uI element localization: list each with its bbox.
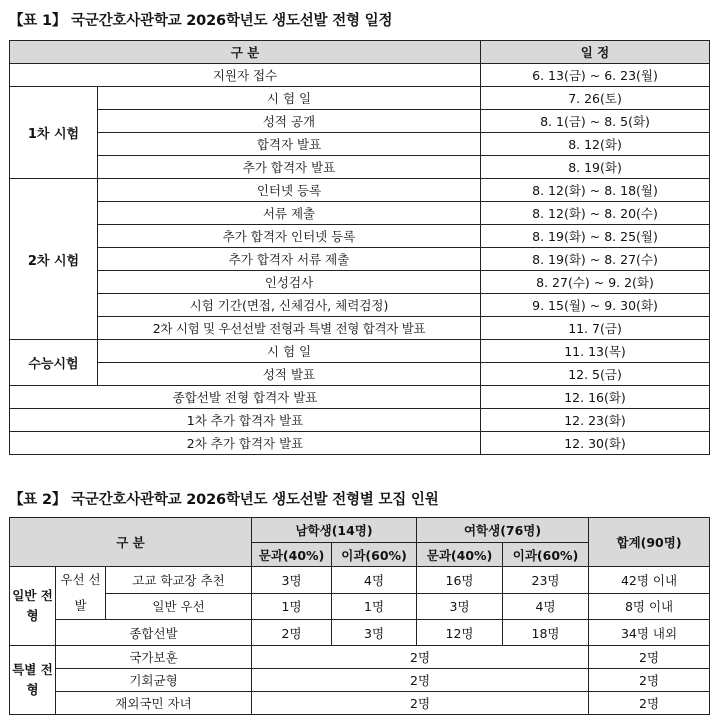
table-header-row [10,41,710,64]
header-female: 여학생(76명) [417,518,589,543]
table-row [10,64,710,87]
row-date: 8. 12(화) ~ 8. 18(월) [481,179,710,202]
table1-caption: 【표 1】 국군간호사관학교 2026학년도 생도선발 전형 일정 [9,13,393,29]
cell-total: 2명 [589,669,710,692]
table-row [10,156,710,179]
cell-value: 16명 [417,567,503,594]
cell-value: 4명 [503,593,589,620]
row-label: 시 험 일 [98,87,481,110]
cell-value: 18명 [503,620,589,646]
cell-total: 2명 [589,692,710,715]
row-label: 시 험 일 [98,340,481,363]
row-label: 1차 추가 합격자 발표 [10,409,481,432]
row-date: 8. 12(화) ~ 8. 20(수) [481,202,710,225]
cell-value: 3명 [332,620,417,646]
table-row [10,692,710,715]
schedule-table [9,40,710,455]
table-row [10,646,710,669]
cell-value: 2명 [252,620,332,646]
table-row [10,179,710,202]
table-row [10,294,710,317]
row-label: 서류 제출 [98,202,481,225]
row-date: 8. 19(화) ~ 8. 25(월) [481,225,710,248]
row-date: 11. 7(금) [481,317,710,340]
table-row [10,202,710,225]
table-row [10,340,710,363]
cell-total: 34명 내외 [589,620,710,646]
row-date: 8. 12(화) [481,133,710,156]
table-row [10,593,710,620]
group-label-general: 일반 전형 [10,567,56,646]
cell-value: 1명 [252,593,332,620]
row-label: 종합선발 [56,620,252,646]
row-date: 12. 30(화) [481,432,710,455]
header-category: 구 분 [10,41,481,64]
table2-caption: 【표 2】 국군간호사관학교 2026학년도 생도선발 전형별 모집 인원 [9,492,439,508]
table-row [10,363,710,386]
row-label: 시험 기간(면접, 신체검사, 체력검정) [98,294,481,317]
row-date: 12. 5(금) [481,363,710,386]
table-row [10,620,710,646]
header-schedule: 일 정 [481,41,710,64]
row-label: 종합선발 전형 합격자 발표 [10,386,481,409]
row-label: 지원자 접수 [10,64,481,87]
group-label-exam2: 2차 시험 [10,179,98,340]
table-row [10,133,710,156]
table-row [10,225,710,248]
header-category: 구 분 [10,518,252,567]
row-date: 8. 27(수) ~ 9. 2(화) [481,271,710,294]
row-label: 기회균형 [56,669,252,692]
row-date: 11. 13(목) [481,340,710,363]
header-female-humanities: 문과(40%) [417,543,503,567]
table-row [10,669,710,692]
row-label: 인성검사 [98,271,481,294]
cell-value: 3명 [252,567,332,594]
row-label: 재외국민 자녀 [56,692,252,715]
group-label-exam1: 1차 시험 [10,87,98,179]
table-row [10,110,710,133]
header-male-humanities: 문과(40%) [252,543,332,567]
row-label: 인터넷 등록 [98,179,481,202]
cell-value: 12명 [417,620,503,646]
row-date: 12. 16(화) [481,386,710,409]
cell-value: 1명 [332,593,417,620]
cell-value: 23명 [503,567,589,594]
row-date: 7. 26(토) [481,87,710,110]
cell-value: 2명 [252,646,589,669]
row-label: 2차 시험 및 우선선발 전형과 특별 전형 합격자 발표 [98,317,481,340]
row-label: 합격자 발표 [98,133,481,156]
row-date: 6. 13(금) ~ 6. 23(월) [481,64,710,87]
row-date: 9. 15(월) ~ 9. 30(화) [481,294,710,317]
row-label: 국가보훈 [56,646,252,669]
group-label-csat: 수능시험 [10,340,98,386]
row-label: 추가 합격자 인터넷 등록 [98,225,481,248]
table-row [10,567,710,594]
row-date: 8. 1(금) ~ 8. 5(화) [481,110,710,133]
table-row [10,248,710,271]
header-male-science: 이과(60%) [332,543,417,567]
table-row [10,317,710,340]
table-row [10,432,710,455]
cell-value: 3명 [417,593,503,620]
group-label-special: 특별 전형 [10,646,56,715]
cell-total: 8명 이내 [589,593,710,620]
group-label-priority: 우선 선발 [56,567,106,620]
row-date: 12. 23(화) [481,409,710,432]
cell-value: 2명 [252,692,589,715]
cell-value: 4명 [332,567,417,594]
cell-total: 42명 이내 [589,567,710,594]
row-label: 성적 발표 [98,363,481,386]
row-label: 추가 합격자 서류 제출 [98,248,481,271]
recruitment-table [9,517,710,715]
row-label: 2차 추가 합격자 발표 [10,432,481,455]
header-male: 남학생(14명) [252,518,417,543]
row-date: 8. 19(화) ~ 8. 27(수) [481,248,710,271]
header-female-science: 이과(60%) [503,543,589,567]
table-row [10,409,710,432]
row-label: 일반 우선 [106,593,252,620]
row-label: 성적 공개 [98,110,481,133]
row-label: 고교 학교장 추천 [106,567,252,594]
table-header-row [10,518,710,543]
cell-value: 2명 [252,669,589,692]
row-date: 8. 19(화) [481,156,710,179]
cell-total: 2명 [589,646,710,669]
table-row [10,87,710,110]
header-total: 합계(90명) [589,518,710,567]
table-row [10,386,710,409]
row-label: 추가 합격자 발표 [98,156,481,179]
table-row [10,271,710,294]
